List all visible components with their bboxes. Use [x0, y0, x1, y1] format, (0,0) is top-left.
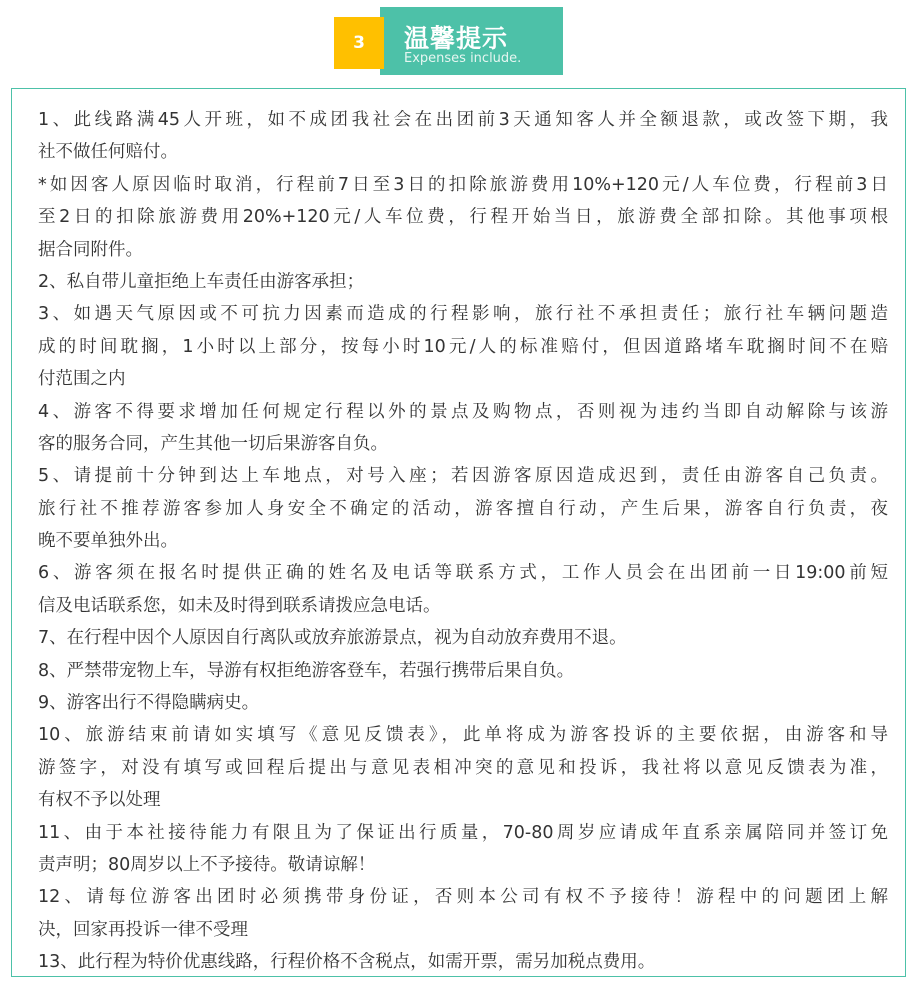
notice-line: 责声明；80周岁以上不予接待。敬请谅解！ — [38, 854, 376, 875]
notice-line: 3、如遇天气原因或不可抗力因素而造成的行程影响，旅行社不承担责任；旅行社车辆问题造 — [38, 304, 888, 325]
section-subtitle: Expenses include. — [404, 51, 522, 66]
section-header — [334, 7, 563, 75]
notice-line: 据合同附件。 — [38, 239, 143, 260]
notice-line: 7、在行程中因个人原因自行离队或放弃旅游景点，视为自动放弃费用不退。 — [38, 628, 627, 649]
notice-line: 客的服务合同，产生其他一切后果游客自负。 — [38, 433, 388, 454]
notice-content-box — [11, 88, 906, 977]
section-number-badge: 3 — [334, 17, 384, 69]
notice-line: 付范围之内 — [38, 369, 126, 390]
notice-line: 12、请每位游客出团时必须携带身份证，否则本公司有权不予接待！游程中的问题团上解 — [38, 887, 888, 908]
notice-text-lines — [38, 104, 888, 979]
notice-line: 5、请提前十分钟到达上车地点，对号入座；若因游客原因造成迟到，责任由游客自己负责。 — [38, 466, 888, 487]
notice-line: 旅行社不推荐游客参加人身安全不确定的活动，游客擅自行动，产生后果，游客自行负责，夜 — [38, 498, 888, 519]
notice-line: 社不做任何赔付。 — [38, 142, 178, 163]
notice-line: 有权不予以处理 — [38, 790, 161, 811]
notice-line: 1、此线路满45人开班，如不成团我社会在出团前3天通知客人并全额退款，或改签下期，我 — [38, 110, 888, 130]
notice-line: 11、由于本社接待能力有限且为了保证出行质量，70-80周岁应请成年直系亲属陪同并签订免 — [38, 822, 888, 843]
notice-line: 13、此行程为特价优惠线路，行程价格不含税点，如需开票，需另加税点费用。 — [38, 952, 656, 973]
notice-line: 信及电话联系您，如未及时得到联系请拨应急电话。 — [38, 595, 441, 616]
notice-line: 4、游客不得要求增加任何规定行程以外的景点及购物点，否则视为违约当即自动解除与该游 — [38, 401, 888, 422]
notice-line: 10、旅游结束前请如实填写《意见反馈表》，此单将成为游客投诉的主要依据，由游客和导 — [38, 725, 888, 746]
notice-line: 8、严禁带宠物上车，导游有权拒绝游客登车，若强行携带后果自负。 — [38, 660, 575, 681]
section-title-box — [380, 7, 563, 75]
notice-line: 至2日的扣除旅游费用20%+120元/人车位费，行程开始当日，旅游费全部扣除。其他事项根 — [38, 207, 888, 228]
notice-line: 2、私自带儿童拒绝上车责任由游客承担； — [38, 271, 365, 292]
notice-line: 游签字，对没有填写或回程后提出与意见表相冲突的意见和投诉，我社将以意见反馈表为准， — [38, 757, 888, 778]
section-title: 温馨提示 — [404, 24, 509, 53]
notice-line: 成的时间耽搁，1小时以上部分，按每小时10元/人的标准赔付，但因道路堵车耽搁时间不在赔 — [38, 336, 888, 357]
notice-line: 决，回家再投诉一律不受理 — [38, 919, 248, 940]
notice-line: 6、游客须在报名时提供正确的姓名及电话等联系方式，工作人员会在出团前一日19:00前短 — [38, 563, 888, 584]
notice-line: *如因客人原因临时取消，行程前7日至3日的扣除旅游费用10%+120元/人车位费，行程前3日 — [38, 174, 888, 195]
notice-line: 晚不要单独外出。 — [38, 531, 178, 552]
notice-line: 9、游客出行不得隐瞒病史。 — [38, 693, 260, 714]
